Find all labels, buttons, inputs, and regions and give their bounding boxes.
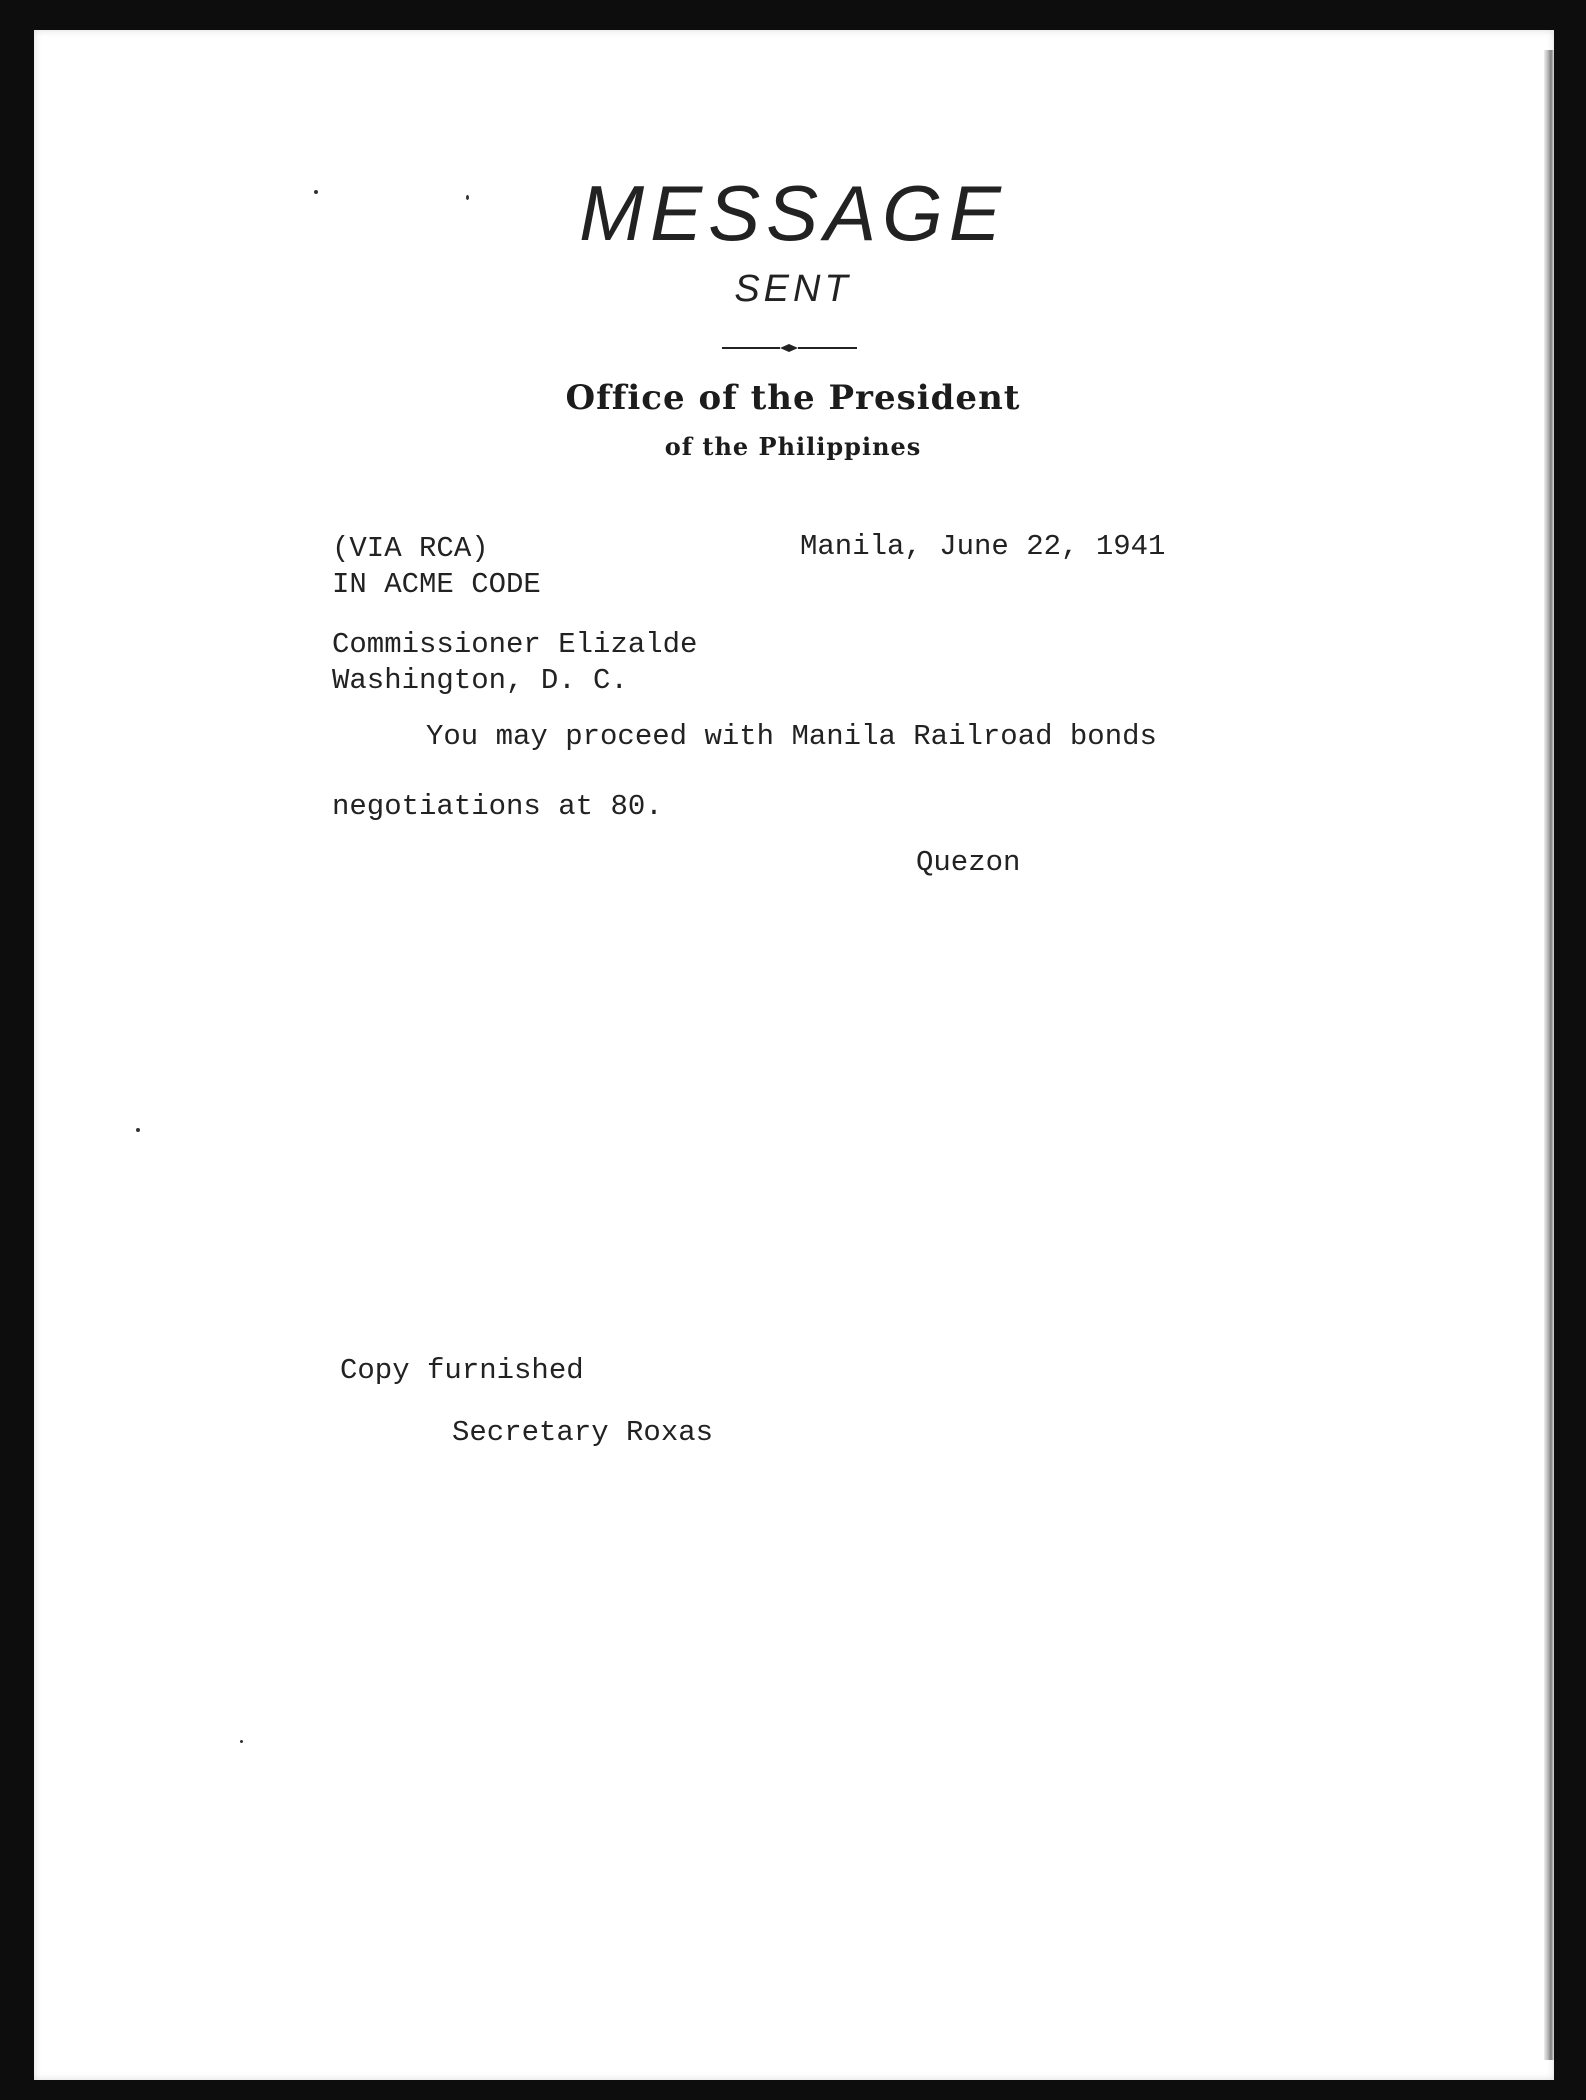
copy-furnished-label: Copy furnished [340,1354,584,1387]
letterhead-title: MESSAGE [579,169,1007,257]
body-line-1: You may proceed with Manila Railroad bonds [426,720,1157,753]
place-date: Manila, June 22, 1941 [800,530,1166,563]
copy-recipient: Secretary Roxas [452,1416,714,1449]
office-country: of the Philippines [664,432,922,461]
page-edge-shadow [1544,50,1554,2060]
document-page [34,30,1554,2080]
signature: Quezon [916,846,1021,879]
routing-via: (VIA RCA) [332,532,489,565]
scan-speck [240,1740,243,1743]
scan-speck [314,190,318,194]
routing-code: IN ACME CODE [332,568,541,601]
office-name: Office of the President [565,378,1021,418]
addressee-name: Commissioner Elizalde [332,628,698,661]
scan-speck [136,1128,140,1132]
scan-speck [466,195,469,200]
ornament-divider [722,342,857,354]
addressee-location: Washington, D. C. [332,664,628,697]
letterhead-subtitle: SENT [734,268,852,310]
body-line-2: negotiations at 80. [332,790,663,823]
